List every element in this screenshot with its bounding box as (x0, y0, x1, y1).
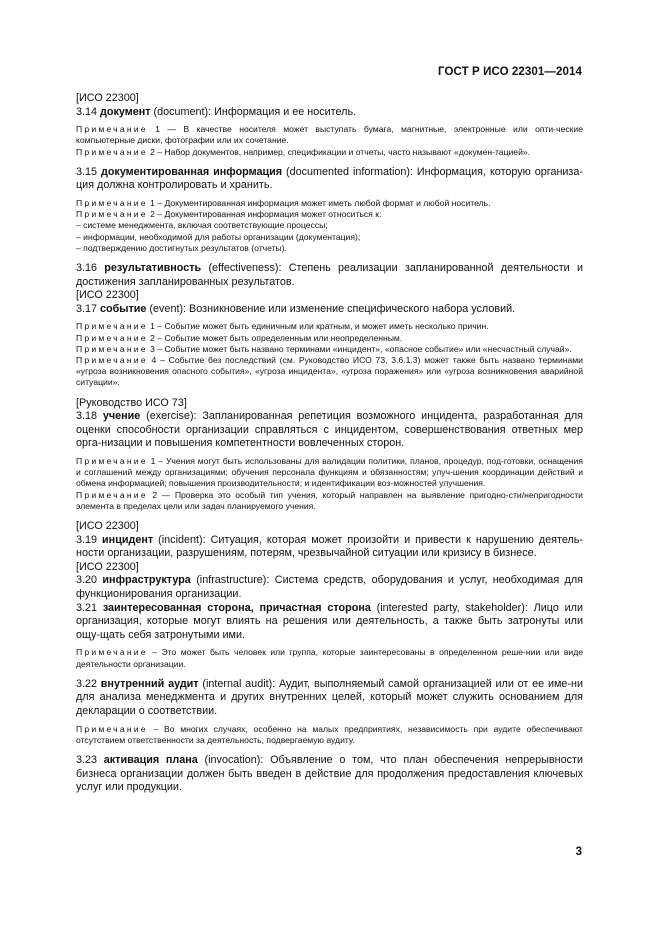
term-3-19 (76, 534, 583, 561)
term-3-20 (76, 574, 583, 601)
term-3-18 (76, 410, 583, 451)
term-definition: (incident): Ситуация, которая может произойти и привести к нарушению деятель-ности организации, разрушениям, потерям, чрезвычайной ситуации или кризису в бизнесе. (76, 533, 583, 560)
note-label: Примечание (76, 124, 148, 135)
page-content (76, 92, 583, 795)
note-3-18-2 (76, 490, 583, 512)
note-text: 2 – Событие может быть определенным или неопределенным. (147, 332, 403, 343)
note-label: Примечание (76, 647, 148, 658)
note-3-17-1 (76, 321, 583, 332)
header-standard-title: ГОСТ Р ИСО 22301—2014 (437, 66, 582, 78)
note-text: 2 — Проверка это особый тип учения, который направлен на выявление пригодно-сти/непригодности элемента в пределах цели или задач планируемого учения. (76, 489, 583, 511)
note-3-17-4 (76, 355, 583, 389)
note-text: 2 – Документированная информация может относиться к: (147, 209, 382, 220)
source-reference: [ИСО 22300] (76, 519, 139, 532)
note-label: Примечание (76, 489, 148, 500)
term-number: 3.22 (76, 677, 101, 690)
note-text: 1 – Документированная информация может иметь любой формат и любой носитель. (147, 197, 491, 208)
note-3-21 (76, 647, 583, 669)
source-reference: [ИСО 22300] (76, 92, 139, 104)
note-3-18-1 (76, 456, 583, 490)
note-label: Примечание (76, 354, 148, 365)
term-definition: (internal audit): Аудит, выполняемый самой организацией или от ее име-ни для анализа менеджмента и других внутренних целей, который может служить основанием для декларации о соответствии. (76, 677, 583, 717)
note-text: – Во многих случаях, особенно на малых предприятиях, независимость при аудите обеспечивают отсутствием ответственности за деятельность, подвергаемую аудиту. (76, 723, 583, 745)
term-name: документированная информация (100, 165, 283, 178)
term-3-23 (76, 754, 583, 795)
term-number: 3.18 (76, 410, 103, 423)
term-definition: (effectiveness): Степень реализации запланированной деятельности и достижения запланированных результатов. (76, 262, 584, 288)
term-name: инфраструктура (102, 574, 191, 587)
note-3-15-1 (76, 198, 583, 209)
term-definition: (event): Возникновение или изменение специфического набора условий. (146, 302, 516, 315)
note-text: 1 — В качестве носителя может выступать бумага, магнитные, электронные или опти-ческие компьютерные диски, фотографии или их сочетание. (76, 124, 583, 146)
term-3-17 (76, 303, 583, 317)
term-definition: (invocation): Объявление о том, что план обеспечения непрерывности бизнеса организации должен быть введен в действие для продолжения предоставления ключевых услуг или продукции. (76, 753, 583, 794)
term-name: учение (102, 410, 141, 423)
term-number: 3.15 (76, 165, 101, 178)
term-definition: (interested party, stakeholder): Лицо или организация, которые могут влиять на решения или деятельность, а также быть затронуты или ощу-щать себя затронутыми ими. (76, 601, 584, 641)
note-label: Примечание (76, 321, 148, 332)
note-3-15-2 (76, 209, 583, 220)
note-label: Примечание (76, 197, 148, 208)
term-name: заинтересованная сторона, причастная сторона (102, 601, 371, 614)
note-list-item: – подтверждению достигнутых результатов (отчеты). (76, 242, 287, 253)
note-text: 1 – Учения могут быть использованы для валидации политики, планов, процедур, под-готовки, оснащения и соглашений между организациями; обучения персонала функциям и обязанностям; улуч-шения координации действий и обмена информацией; повышения производительности; и идентификации воз-можностей улучшения. (76, 455, 583, 489)
term-number: 3.23 (76, 753, 104, 766)
note-label: Примечание (76, 343, 148, 354)
term-number: 3.16 (76, 262, 105, 274)
note-3-14-1 (76, 124, 583, 146)
term-3-15 (76, 166, 583, 193)
term-name: документ (100, 105, 151, 118)
note-label: Примечание (76, 455, 148, 466)
term-3-16 (76, 262, 583, 289)
page-number: 3 (575, 846, 582, 858)
source-reference: [ИСО 22300] (76, 289, 139, 302)
note-text: – Это может быть человек или группа, которые заинтересованы в определенном реше-нии или виде деятельности организации. (76, 647, 583, 669)
term-definition: (infrastructure): Система средств, оборудования и услуг, необходимая для функционирования организации. (76, 574, 584, 600)
term-name: инцидент (102, 533, 154, 546)
source-reference: [ИСО 22300] (76, 560, 139, 573)
term-number: 3.20 (76, 574, 103, 587)
note-label: Примечание (76, 723, 148, 734)
note-3-17-3 (76, 344, 583, 355)
term-definition: (document): Информация и ее носитель. (150, 105, 357, 118)
term-definition: (documented information): Информация, которую организа-ция должна контролировать и хранить. (76, 165, 583, 192)
term-number: 3.19 (76, 533, 103, 546)
term-number: 3.14 (76, 105, 101, 118)
note-text: 3 – Событие может быть названо терминами «инцидент», «опасное событие» или «несчастный случай». (147, 343, 572, 354)
note-3-14-2 (76, 147, 583, 158)
term-name: активация плана (103, 753, 198, 766)
note-label: Примечание (76, 209, 148, 220)
term-name: внутренний аудит (100, 677, 199, 690)
term-number: 3.17 (76, 302, 101, 315)
term-name: событие (100, 302, 147, 315)
note-label: Примечание (76, 146, 148, 157)
note-list-item: – информации, необходимой для работы организации (документация); (76, 231, 361, 242)
term-name: результативность (104, 262, 202, 274)
term-3-21 (76, 602, 583, 643)
note-3-17-2 (76, 333, 583, 344)
note-text: 1 – Событие может быть единичным или кратным, и может иметь несколько причин. (147, 321, 489, 332)
term-definition: (exercise): Запланированная репетиция возможного инцидента, разработанная для оценки способности организации справляться с инцидентом, совершенствования ответных мер орга-низации и повышения компетентности вовлеченных сторон. (76, 410, 583, 450)
note-list-item: – системе менеджмента, включая соответствующие процессы; (76, 220, 328, 231)
term-number: 3.21 (76, 601, 103, 614)
term-3-14 (76, 106, 583, 120)
note-text: 4 – Событие без последствий (см. Руководство ИСО 73, 3.6.1.3) может также быть названо терминами «угроза возникновения опасного события», «угроза инцидента», «угроза поражения» или «угроза возникновения аварийной ситуации». (76, 354, 583, 388)
source-reference: [Руководство ИСО 73] (76, 396, 187, 409)
note-3-22 (76, 724, 583, 746)
note-text: 2 – Набор документов, например, спецификации и отчеты, часто называют «докумен-тацией». (147, 146, 531, 157)
term-3-22 (76, 678, 583, 719)
note-label: Примечание (76, 332, 148, 343)
